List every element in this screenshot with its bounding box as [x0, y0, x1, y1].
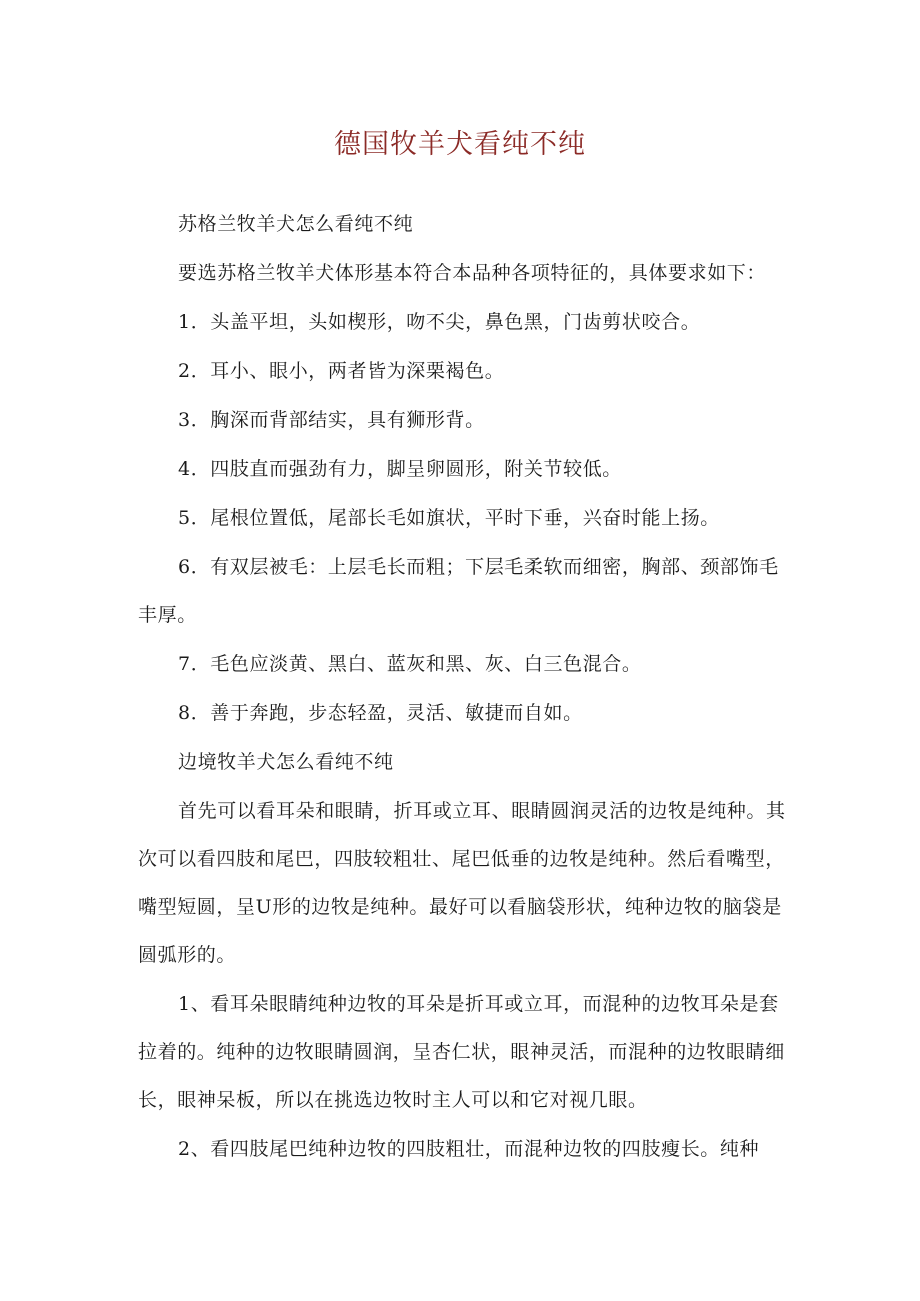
paragraph-body-3: 2、看四肢尾巴纯种边牧的四肢粗壮，而混种边牧的四肢瘦长。纯种: [178, 1138, 760, 1160]
paragraph-item-2: 2．耳小、眼小，两者皆为深栗褐色。: [178, 360, 505, 382]
paragraph-subheading-scottish: 苏格兰牧羊犬怎么看纯不纯: [178, 213, 414, 235]
paragraph-body-2: 1、看耳朵眼睛纯种边牧的耳朵是折耳或立耳，而混种的边牧耳朵是套拉着的。纯种的边牧眼睛圆润，呈杏仁状，眼神灵活，而混种的边牧眼睛细长，眼神呆板，所以在挑选边牧时主人可以和它对视几眼。: [138, 993, 785, 1111]
paragraph-item-7: 7．毛色应淡黄、黑白、蓝灰和黑、灰、白三色混合。: [178, 653, 642, 675]
paragraph-body-1: 首先可以看耳朵和眼睛，折耳或立耳、眼睛圆润灵活的边牧是纯种。其次可以看四肢和尾巴，四肢较粗壮、尾巴低垂的边牧是纯种。然后看嘴型，嘴型短圆，呈U形的边牧是纯种。最好可以看脑袋形状，纯种边牧的脑袋是圆弧形的。: [138, 800, 786, 966]
paragraph-item-6: 6．有双层被毛：上层毛长而粗；下层毛柔软而细密，胸部、颈部饰毛丰厚。: [138, 556, 779, 626]
paragraph-subheading-border-collie: 边境牧羊犬怎么看纯不纯: [178, 751, 394, 773]
paragraph-intro: 要选苏格兰牧羊犬体形基本符合本品种各项特征的，具体要求如下：: [178, 262, 767, 284]
document-title: 德国牧羊犬看纯不纯: [334, 129, 586, 160]
paragraph-item-5: 5．尾根位置低，尾部长毛如旗状，平时下垂，兴奋时能上扬。: [178, 507, 720, 529]
paragraph-item-3: 3．胸深而背部结实，具有狮形背。: [178, 409, 485, 431]
paragraph-item-1: 1．头盖平坦，头如楔形，吻不尖，鼻色黑，门齿剪状咬合。: [178, 311, 701, 333]
paragraph-item-8: 8．善于奔跑，步态轻盈，灵活、敏捷而自如。: [178, 702, 583, 724]
paragraph-item-4: 4．四肢直而强劲有力，脚呈卵圆形，附关节较低。: [178, 458, 622, 480]
